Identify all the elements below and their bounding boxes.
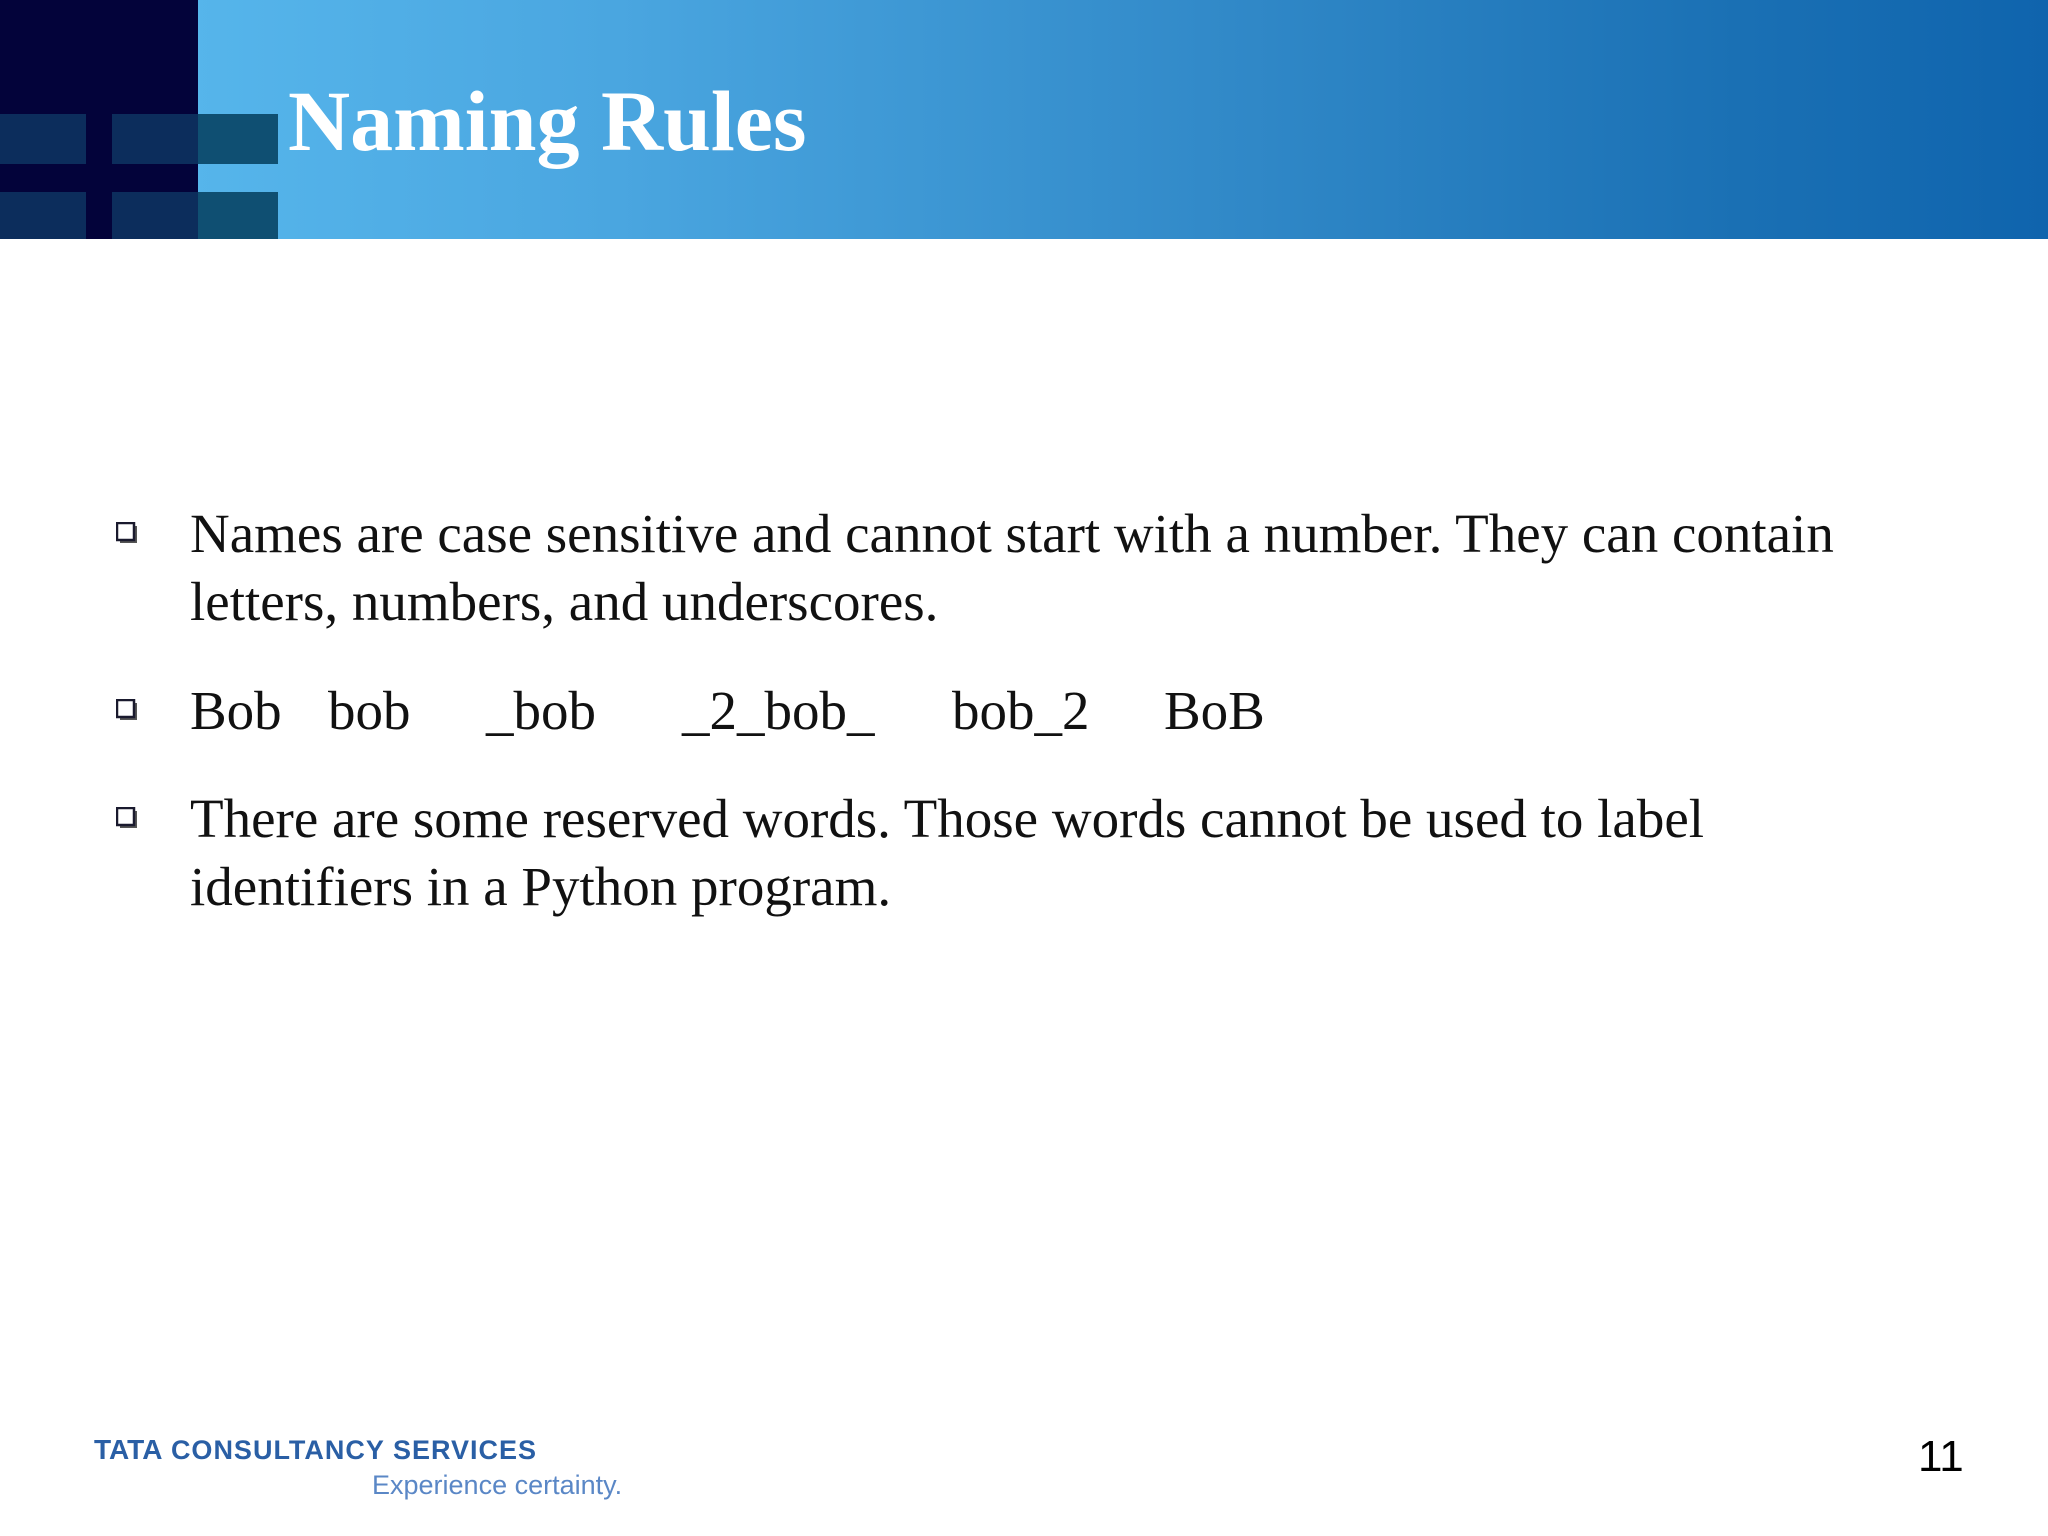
- bullet-line: identifiers in a Python program.: [190, 856, 892, 917]
- bullet-text: [190, 785, 2010, 921]
- bullet-line: letters, numbers, and underscores.: [190, 571, 939, 632]
- bullet-text: [190, 500, 2010, 636]
- logo-company: CONSULTANCY SERVICES: [170, 1435, 537, 1465]
- identifier-example: Bob: [190, 680, 282, 741]
- header-decoration-square: [0, 192, 86, 239]
- logo-tagline: Experience certainty.: [372, 1470, 623, 1500]
- bullet-line: There are some reserved words. Those words cannot be used to label: [190, 788, 1705, 849]
- checkbox-square-icon: [116, 522, 138, 544]
- header-decoration-square: [112, 114, 198, 164]
- header-decoration-square: [0, 114, 86, 164]
- identifier-examples: [190, 677, 2010, 745]
- page-number: 11: [1918, 1432, 1964, 1481]
- identifier-example: bob: [328, 680, 411, 741]
- bullet-line: Names are case sensitive and cannot start with a number. They can contain: [190, 503, 1834, 564]
- slide-title: Naming Rules: [288, 73, 807, 169]
- identifier-example: _2_bob_: [682, 680, 875, 741]
- identifier-example: BoB: [1164, 680, 1265, 741]
- identifier-example: bob_2: [952, 680, 1090, 741]
- header-decoration-square: [112, 192, 198, 239]
- logo-wordmark: [94, 1434, 537, 1466]
- checkbox-square-icon: [116, 807, 138, 829]
- checkbox-square-icon: [116, 699, 138, 721]
- logo-brand: TATA: [94, 1434, 163, 1465]
- identifier-example: _bob: [486, 680, 596, 741]
- header-decoration-square: [198, 192, 278, 239]
- company-logo: [94, 1434, 623, 1500]
- header-decoration-square: [198, 114, 278, 164]
